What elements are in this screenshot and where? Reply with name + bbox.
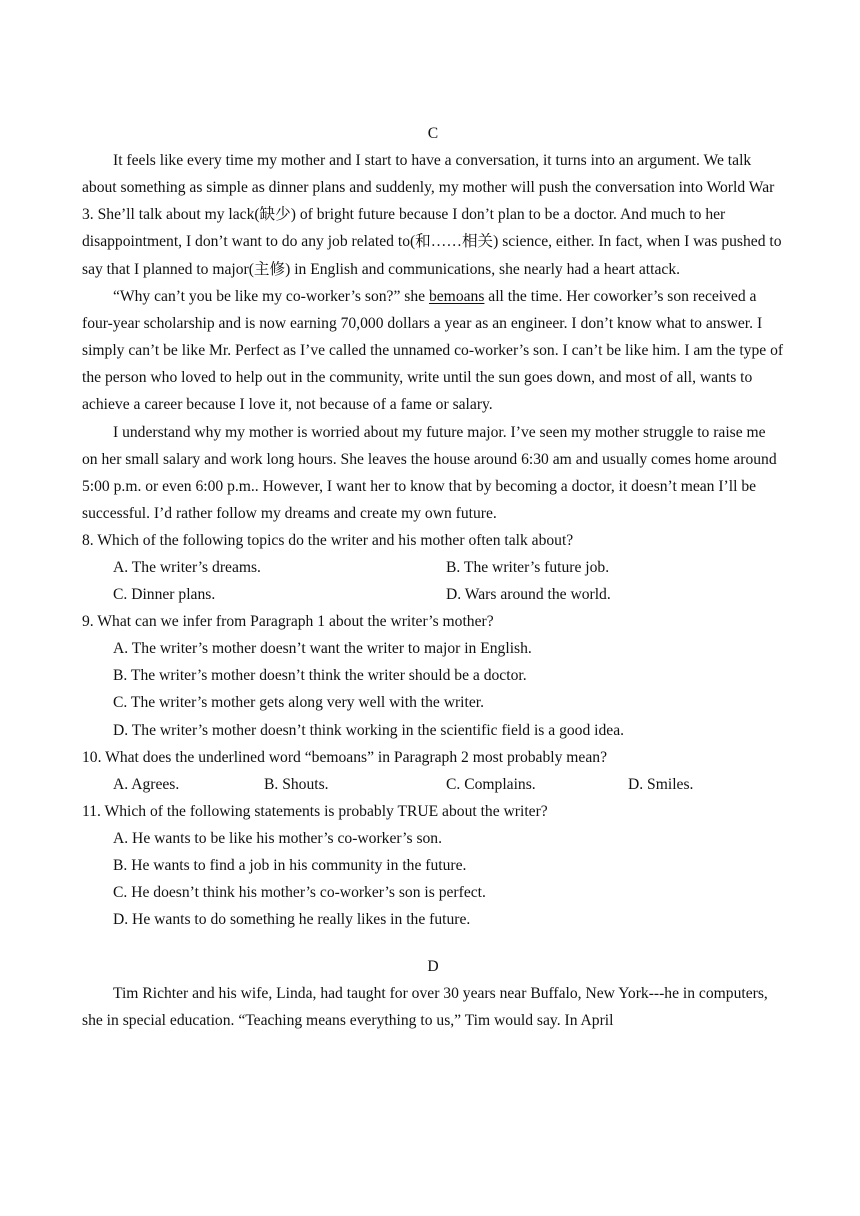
- question-9-option-c: C. The writer’s mother gets along very well with the writer.: [113, 694, 484, 712]
- question-9-option-b: B. The writer’s mother doesn’t think the writer should be a doctor.: [113, 667, 527, 685]
- section-c-paragraph-3: I understand why my mother is worried about my future major. I’ve seen my mother struggle to raise me on her small salary and work long hours. She leaves the house around 6:30 am and usually comes home around 5:00 p.m. or even 6:00 p.m.. However, I want her to know that by becoming a doctor, it doesn’t mean I’ll be successful. I’d rather follow my dreams and create my own future.: [82, 423, 777, 523]
- question-11-option-c: C. He doesn’t think his mother’s co-worker’s son is perfect.: [113, 883, 486, 901]
- question-10-options-row: [82, 771, 784, 798]
- question-9-stem: 9. What can we infer from Paragraph 1 about the writer’s mother?: [82, 613, 494, 631]
- paragraph-2-text-start: “Why can’t you be like my co-worker’s son?” she: [113, 287, 429, 305]
- question-8-option-a: A. The writer’s dreams.: [113, 559, 261, 577]
- question-11-option-d: D. He wants to do something he really likes in the future.: [113, 910, 471, 928]
- question-8-option-b: B. The writer’s future job.: [446, 559, 610, 577]
- question-8-options-row-2: [82, 581, 784, 608]
- question-11-option-b: B. He wants to find a job in his community in the future.: [113, 856, 467, 874]
- underlined-word-bemoans: bemoans: [428, 287, 485, 305]
- section-c-paragraph-2: [82, 283, 784, 419]
- section-c-heading: C: [427, 125, 439, 142]
- question-10-option-d: D. Smiles.: [628, 775, 694, 793]
- question-9-option-d: D. The writer’s mother doesn’t think working in the scientific field is a good idea.: [113, 721, 625, 739]
- section-c-paragraph-1: It feels like every time my mother and I start to have a conversation, it turns into an argument. We talk about something as simple as dinner plans and suddenly, my mother will push the conversation into World War 3. She’ll talk about my lack(缺少) of bright future because I don’t plan to be a doctor. And much to her disappointment, I don’t want to do any job related to(和……相关) science, either. In fact, when I was pushed to say that I planned to major(主修) in English and communications, she nearly had a heart attack.: [82, 152, 782, 278]
- section-d-paragraph-1: Tim Richter and his wife, Linda, had taught for over 30 years near Buffalo, New York---he in computers, she in special education. “Teaching means everything to us,” Tim would say. In April: [82, 984, 768, 1030]
- section-d-heading: D: [427, 957, 439, 975]
- question-8-options-row-1: [82, 554, 784, 581]
- question-10-option-a: A. Agrees.: [113, 775, 180, 793]
- question-11-stem: 11. Which of the following statements is probably TRUE about the writer?: [82, 802, 548, 820]
- paragraph-2-text-end: all the time. Her coworker’s son received a four-year scholarship and is now earning 70,000 dollars a year as an engineer. I don’t know what to answer. I simply can’t be like Mr. Perfect as I’ve called the unnamed co-worker’s son. I can’t be like him. I am the type of the person who loved to help out in the community, write until the sun goes down, and most of all, wants to achieve a career because I love it, not because of a fame or salary.: [82, 287, 784, 414]
- question-10-stem: 10. What does the underlined word “bemoans” in Paragraph 2 most probably mean?: [82, 748, 607, 766]
- question-8-option-d: D. Wars around the world.: [446, 586, 611, 604]
- question-8-option-c: C. Dinner plans.: [113, 586, 216, 604]
- document-page: [82, 120, 784, 1034]
- question-11-option-a: A. He wants to be like his mother’s co-worker’s son.: [113, 829, 442, 847]
- question-10-option-b: B. Shouts.: [264, 775, 329, 793]
- question-8-stem: 8. Which of the following topics do the writer and his mother often talk about?: [82, 532, 574, 550]
- question-10-option-c: C. Complains.: [446, 775, 536, 793]
- section-spacer: [82, 933, 784, 953]
- question-9-option-a: A. The writer’s mother doesn’t want the writer to major in English.: [113, 640, 532, 658]
